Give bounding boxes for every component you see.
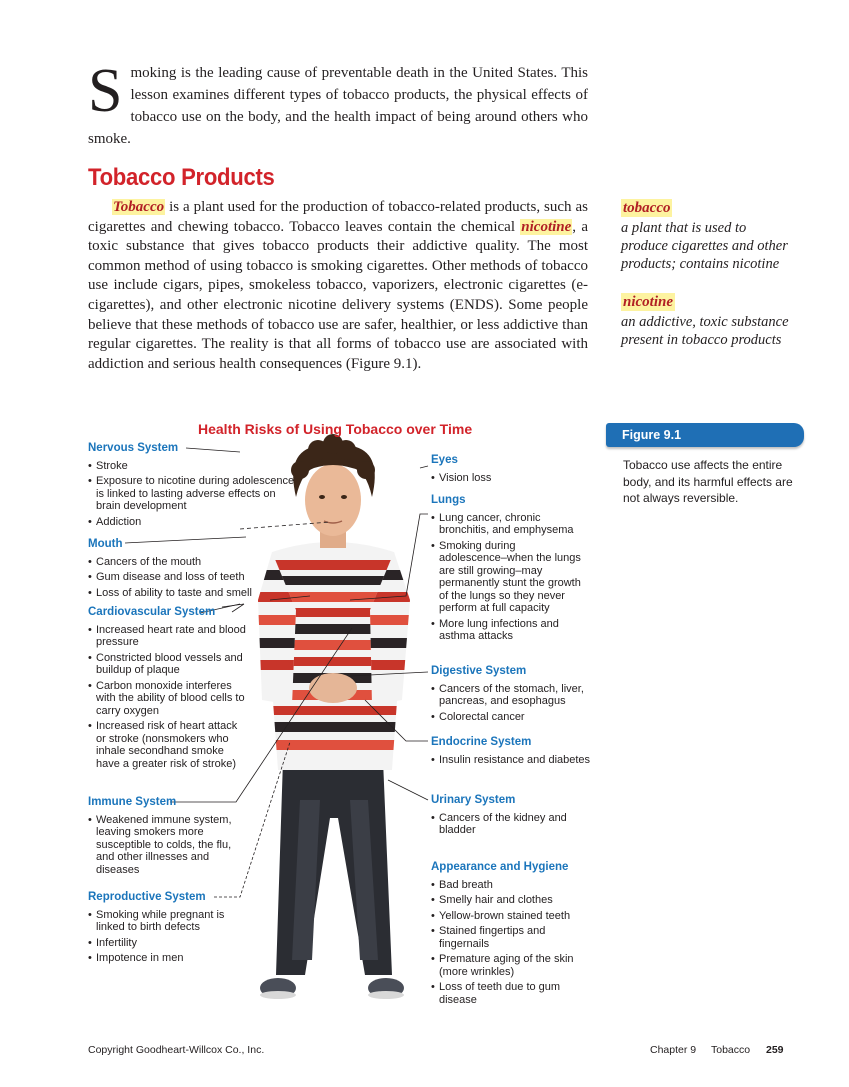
figure-label: Figure 9.1 (606, 423, 804, 447)
mouth-block (88, 538, 263, 602)
digestive-system-block (431, 665, 591, 726)
nervous-system-block (88, 442, 298, 531)
list-item: • Cancers of the kidney and bladder (431, 812, 591, 837)
section-title: Tobacco Products (88, 164, 275, 191)
glossary-term: tobacco (623, 200, 671, 216)
list-item: • Loss of ability to taste and smell (88, 587, 263, 600)
system-heading: Cardiovascular System (88, 606, 216, 618)
figure-caption: Tobacco use affects the entire body, and its harmful effects are not always reversible. (623, 458, 793, 505)
glossary-definition: a plant that is used to produce cigarettes and other products; contains nicotine (621, 220, 788, 272)
system-heading: Nervous System (88, 442, 179, 454)
page-number: 259 (766, 1044, 784, 1056)
footer-copyright: Copyright Goodheart-Willcox Co., Inc. (88, 1044, 265, 1056)
list-item: • Smoking during adolescence–when the lungs are still growing–may permanently stunt the growth of the lungs so they never perform at full capacity (431, 540, 586, 615)
left-shoe-sole (260, 991, 296, 999)
system-heading: Lungs (431, 494, 466, 506)
list-item: • Bad breath (431, 879, 591, 892)
system-heading: Reproductive System (88, 891, 206, 903)
appearance-hygiene-block (431, 861, 591, 1009)
list-item: • Addiction (88, 516, 298, 529)
list-item: • Stained fingertips and fingernails (431, 925, 591, 950)
endocrine-system-block (431, 736, 591, 769)
system-heading: Appearance and Hygiene (431, 861, 569, 873)
list-item: • Increased risk of heart attack or stroke (nonsmokers who inhale secondhand smoke have a greater risk of stroke) (88, 720, 246, 770)
term-tobacco: Tobacco (113, 199, 165, 215)
system-heading: Digestive System (431, 665, 527, 677)
list-item: • Increased heart rate and blood pressure (88, 624, 246, 649)
list-item: • Loss of teeth due to gum disease (431, 981, 591, 1006)
system-heading: Endocrine System (431, 736, 532, 748)
body-text-1: is a plant used for the production of tobacco-related products, such as cigarettes and chewing tobacco. Tobacco leaves contain the chemical (88, 199, 588, 235)
urinary-system-block (431, 794, 591, 840)
system-heading: Mouth (88, 538, 123, 550)
clasped-hands (309, 673, 357, 703)
system-heading: Urinary System (431, 794, 516, 806)
glossary-definition: an addictive, toxic substance present in tobacco products (621, 314, 789, 348)
system-heading: Eyes (431, 454, 458, 466)
list-item: • Yellow-brown stained teeth (431, 910, 591, 923)
reproductive-system-block (88, 891, 228, 968)
system-heading: Immune System (88, 796, 177, 808)
list-item: • Stroke (88, 460, 298, 473)
list-item: • Vision loss (431, 472, 591, 485)
list-item: • Colorectal cancer (431, 711, 591, 724)
list-item: • Impotence in men (88, 952, 228, 965)
face (305, 464, 361, 536)
list-item: • More lung infections and asthma attacks (431, 618, 586, 643)
list-item: • Gum disease and loss of teeth (88, 571, 263, 584)
list-item: • Weakened immune system, leaving smokers more susceptible to colds, the flu, and other illnesses and diseases (88, 814, 236, 877)
right-shoe-sole (368, 991, 404, 999)
list-item: • Smelly hair and clothes (431, 894, 591, 907)
term-nicotine: nicotine (521, 218, 572, 235)
list-item: • Lung cancer, chronic bronchitis, and emphysema (431, 512, 586, 537)
immune-system-block (88, 796, 236, 879)
body-text-2: , a toxic substance that gives tobacco products their addictive quality. The most common method of using tobacco is smoking cigarettes. Other methods of tobacco use include cigars, pipes, smokeless tobacco, vaporizers, electronic cigarettes (e-cigarettes), and other electronic nicotine delivery systems (ENDS). Some people believe that these methods of tobacco use are safer, healthier, or less addictive than regular cigarettes. The reality is that all forms of tobacco use are associated with addiction and serious health consequences (Figure 9.1). (88, 218, 588, 372)
drop-cap: S (88, 57, 123, 125)
list-item: • Exposure to nicotine during adolescence is linked to lasting adverse effects on brain development (88, 475, 298, 513)
list-item: • Cancers of the stomach, liver, pancreas, and esophagus (431, 683, 591, 708)
footer-chapter: Chapter 9 (650, 1044, 697, 1056)
figure-title: Health Risks of Using Tobacco over Time (198, 421, 473, 437)
list-item: • Smoking while pregnant is linked to birth defects (88, 909, 228, 934)
cardiovascular-block (88, 606, 246, 773)
list-item: • Infertility (88, 937, 228, 950)
lungs-block (431, 494, 586, 646)
footer-chapter-title: Tobacco (711, 1044, 751, 1056)
list-item: • Carbon monoxide interferes with the ability of blood cells to carry oxygen (88, 680, 246, 718)
list-item: • Cancers of the mouth (88, 556, 263, 569)
eyes-block (431, 454, 591, 487)
intro-text: moking is the leading cause of preventable death in the United States. This lesson examines different types of tobacco products, the physical effects of tobacco use on the body, and the health impact of being around others who smoke. (88, 65, 588, 147)
list-item: • Premature aging of the skin (more wrinkles) (431, 953, 591, 978)
glossary-term: nicotine (623, 294, 674, 310)
list-item: • Constricted blood vessels and buildup of plaque (88, 652, 246, 677)
list-item: • Insulin resistance and diabetes (431, 754, 591, 767)
